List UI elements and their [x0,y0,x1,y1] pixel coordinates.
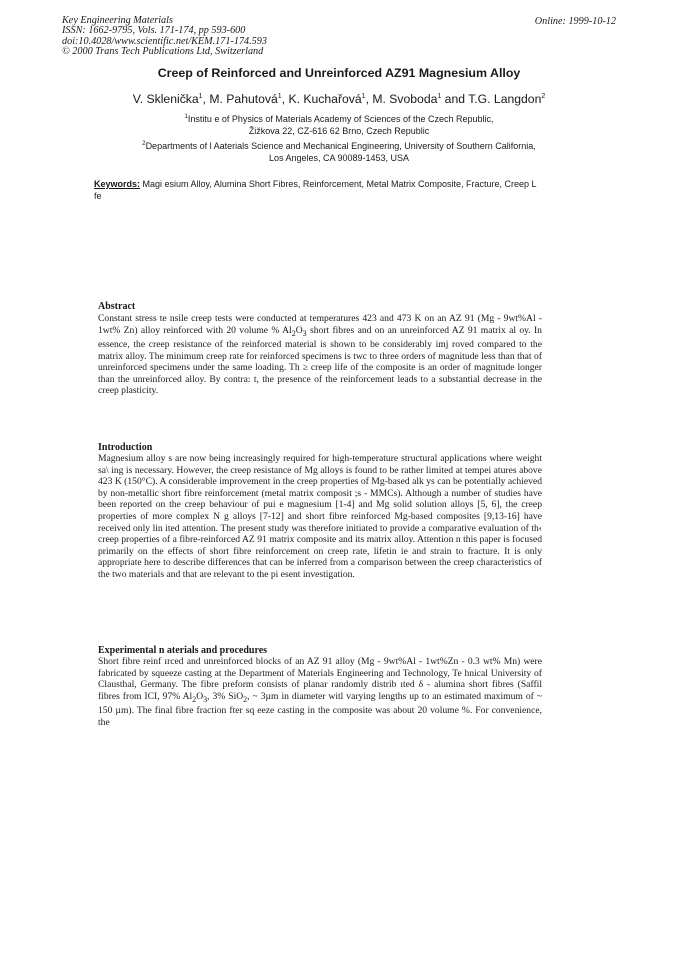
author: K. Kuchařová$^1$ [288,92,366,106]
journal-name: Key Engineering Materials [62,15,173,26]
citation-header [62,16,267,57]
introduction-heading: Introduction [98,442,153,453]
author: V. Sklenička$^1$ [132,92,203,106]
affiliation-2: $^2$Departments of l Aaterials Science and Mechanical Engineering, University of Southern California, Los Angeles, CA 90089-1453, USA [142,141,536,164]
author-list: V. Sklenička$^1$, M. Pahutová$^1$, K. Kuchařová$^1$, M. Svoboda$^1$ and T.G. Langdon$^2$ [132,92,546,106]
author: M. Svoboda$^1$ [372,92,442,106]
introduction-text: Magnesium alloy s are now being increasingly required for high-temperature structural applications where weight sa\ ing is necessary. However, the creep resistance of Mg alloys is found to be rather limited at tempei atures above 423 K (150°C). A considerable improvement in the creep properties of Mg-based alk ys can be potentially achieved by non-metallic short fibre reinforcement (metal matrix composit ;s - MMCs). Although a number of studies have been reported on the creep behaviour of pui e magnesium [1-4] and Mg solid solution alloys [5, 6], the creep properties of more complex N g alloys [7-12] and short fibre reinforced Mg-based composites [9,13-16] have received only lin ited attention. The present study was therefore initiated to provide a comparative evaluation of th‹ creep properties of a fibre-reinforced AZ 91 matrix composite and its matrix alloy. Attention n this paper is focused primarily on the effects of short fibre reinforcement on creep rate, lifetin ie and strain to fracture. It is only appropriate here to describe differences that can be inferred from a comparison between the creep characteristics of the two materials and that are relevant to the pi esent investigation. [98,453,542,580]
keywords-label: Keywords: [94,179,141,189]
experimental-text: Short fibre reinf ırced and unreinforced blocks of an AZ 91 alloy (Mg - 9wt%Al - 1wt%Zn - 0.3 wt% Mn) were fabricated by squeeze casting at the Department of Materials Engineering and Technology, Te hnical University of Clausthal, Germany. The fibre preform consists of planar randomly distrib ıted δ - alumina short fibres (Saffil fibres from ICI, 97% $Al_2O_3$, 3% SiO$_2$, ~ 3µm in diameter witl varying lengths up to an estimated maximum of ~ 150 µm). The final fibre fraction fter sq eeze casting in the composite was about 20 volume %. For convenience, the [98,656,542,728]
issn-line: ISSN: 1662-9795, Vols. 171-174, pp 593-600 [62,25,246,37]
keywords [94,178,540,202]
author: T.G. Langdon$^2$ [468,92,546,106]
keywords-text: Magi esium Alloy, Alumina Short Fibres, Reinforcement, Metal Matrix Composite, Fracture, Creep L fe [94,179,537,202]
affiliation-1: $^1$Institu e of Physics of Materials Academy of Sciences of the Czech Republic, Žižkova 22, CZ-616 62 Brno, Czech Republic [184,114,494,137]
experimental-heading: Experimental n aterials and procedures [98,645,268,656]
copyright-line: © 2000 Trans Tech Publications Ltd, Switzerland [62,45,264,57]
online-date: Online: 1999-10-12 [534,16,616,27]
abstract-text: Constant stress te nsile creep tests were conducted at temperatures 423 and 473 K on an AZ 91 (Mg - 9wt%Al - 1wt% Zn) alloy reinforced with 20 volume % $Al_2O_3$ short fibres and on an unreinforced AZ 91 matrix al oy. In essence, the creep resistance of the reinforced material is shown to be considerably imj roved compared to the matrix alloy. The minimum creep rate for reinforced specimens is twc to three orders of magnitude less than that of unreinforced specimens under the same loading. Th ≥ creep life of the composite is an order of magnitude longer than the unreinforced alloy. By contra: t, the presence of the reinforcement leads to a substantial decrease in the creep plasticity. [98,313,542,397]
author: M. Pahutová$^1$ [209,92,282,106]
abstract-heading: Abstract [98,301,136,312]
paper-title: Creep of Reinforced and Unreinforced AZ91 Magnesium Alloy [157,66,521,80]
doi-line[interactable]: doi:10.4028/www.scientific.net/KEM.171-174.593 [62,35,267,47]
